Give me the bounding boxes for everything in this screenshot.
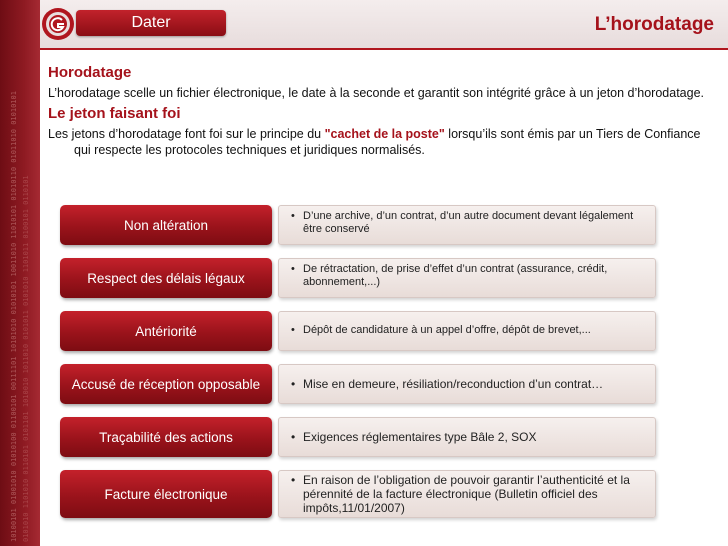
feature-description [278, 364, 656, 404]
bullet-icon: • [291, 377, 296, 391]
feature-row [60, 417, 660, 457]
feature-row [60, 470, 660, 518]
feature-row [60, 205, 660, 245]
feature-description [278, 205, 656, 245]
feature-description [278, 470, 656, 518]
dater-tab[interactable]: Dater [76, 10, 226, 36]
feature-label: Antériorité [60, 311, 272, 351]
feature-description [278, 417, 656, 457]
intro-section [48, 64, 712, 162]
feature-row [60, 311, 660, 351]
slide-header [40, 0, 728, 50]
bullet-icon: • [291, 263, 295, 275]
bullet-icon: • [291, 430, 296, 444]
feature-label: Non altération [60, 205, 272, 245]
para-text-end: lorsqu’ils sont émis par un Tiers de Confiance qui respecte les protocoles techniques et juridiques normalisés. [74, 127, 701, 157]
heading-jeton: Le jeton faisant foi [48, 105, 181, 122]
stripe-binary-text-2: 0101010 1101010 0110101 0101101 1010010 1011010 0101011 0101010 1101011 0100101 0110101 [22, 175, 30, 542]
feature-description-text: D’une archive, d’un contrat, d’un autre document devant légalement être conservé [303, 210, 634, 235]
paragraph-horodatage: L’horodatage scelle un fichier électronique, le date à la seconde et garantit son intégrité grâce à un jeton d’horodatage. [48, 86, 705, 100]
bullet-icon: • [291, 473, 296, 487]
bullet-icon: • [291, 324, 295, 336]
slide-title: L’horodatage [594, 14, 714, 35]
feature-description-text: Mise en demeure, résiliation/reconduction d’un contrat… [303, 377, 604, 391]
feature-row [60, 364, 660, 404]
stripe-binary-text: 10100101 01001010 01010100 01100101 00111101 10101010 01010101 10011010 11010101 01010110 01011010 01010101 [10, 91, 18, 542]
feature-label: Traçabilité des actions [60, 417, 272, 457]
feature-description-text: En raison de l’obligation de pouvoir garantir l’authenticité et la pérennité de la facture électronique (Bulletin officiel des impôts,11/01/2007) [303, 473, 630, 515]
heading-horodatage: Horodatage [48, 64, 132, 81]
feature-label: Respect des délais légaux [60, 258, 272, 298]
feature-label: Facture électronique [60, 470, 272, 518]
feature-description-text: Exigences réglementaires type Bâle 2, SOX [303, 430, 537, 444]
feature-row [60, 258, 660, 298]
decorative-binary-stripe [0, 0, 40, 546]
feature-description-text: De rétractation, de prise d’effet d’un contrat (assurance, crédit, abonnement,...) [303, 263, 608, 288]
feature-label: Accusé de réception opposable [60, 364, 272, 404]
cachet-de-la-poste-quote: "cachet de la poste" [324, 127, 445, 141]
para-text-start: Les jetons d’horodatage font foi sur le principe du [48, 127, 325, 141]
feature-description-text: Dépôt de candidature à un appel d’offre, dépôt de brevet,... [303, 324, 591, 336]
paragraph-jeton [48, 126, 712, 158]
bullet-icon: • [291, 210, 295, 222]
feature-description [278, 258, 656, 298]
company-logo-icon [40, 6, 76, 42]
feature-description [278, 311, 656, 351]
features-table [60, 205, 660, 531]
